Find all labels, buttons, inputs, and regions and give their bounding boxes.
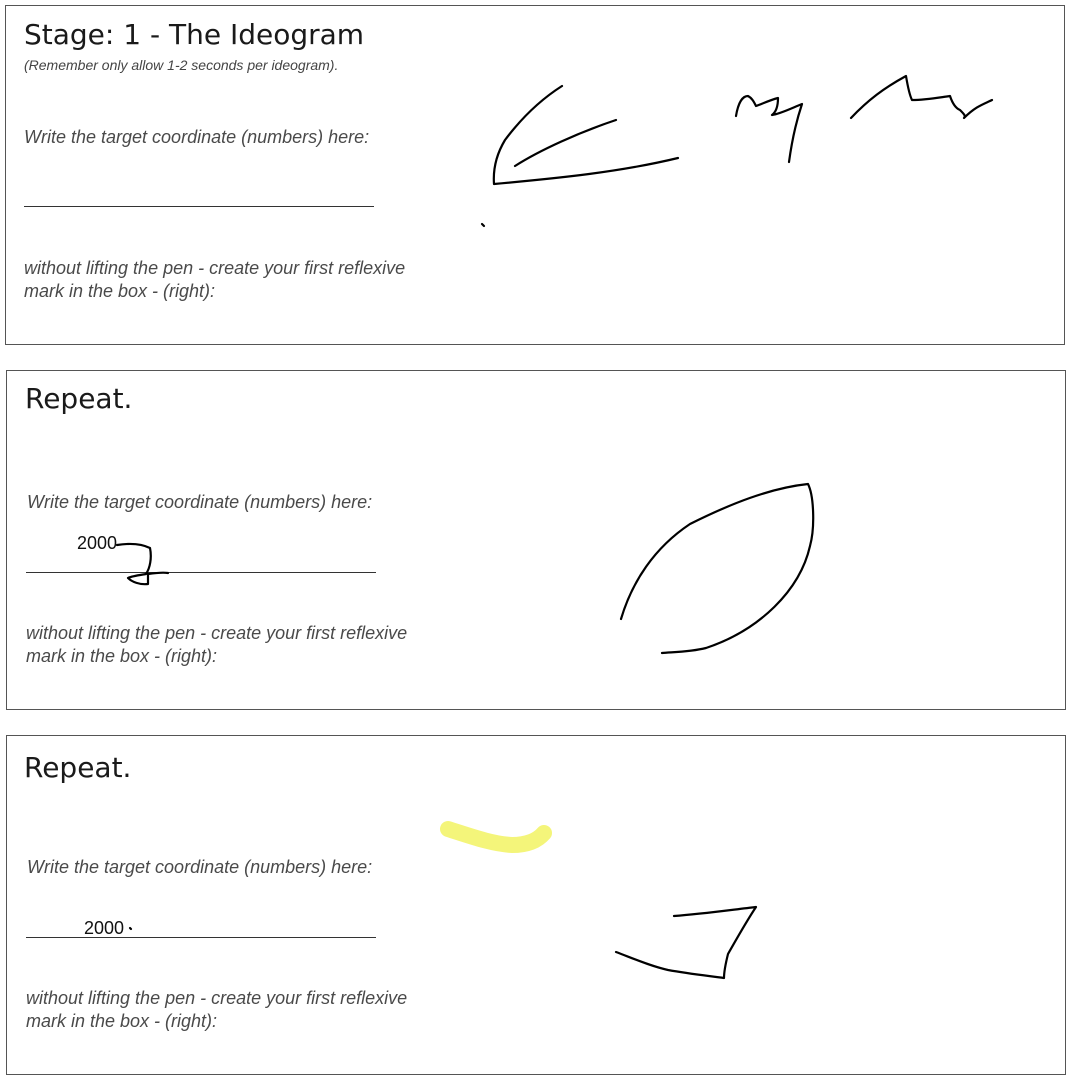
coordinate-value: 2000 bbox=[77, 533, 118, 553]
reflexive-mark-instruction: without lifting the pen - create your first reflexive mark in the box - (right): bbox=[24, 258, 406, 301]
coordinate-scribble bbox=[117, 544, 168, 584]
reflexive-mark-instruction: without lifting the pen - create your first reflexive mark in the box - (right): bbox=[26, 623, 408, 666]
ideogram-stroke bbox=[851, 76, 992, 118]
panel-title: Repeat. bbox=[25, 382, 133, 415]
ideogram-stroke bbox=[616, 907, 756, 978]
coordinate-dot bbox=[130, 928, 131, 929]
coordinate-prompt: Write the target coordinate (numbers) here: bbox=[24, 127, 370, 147]
panel-title: Repeat. bbox=[24, 751, 132, 784]
timing-note: (Remember only allow 1-2 seconds per ideogram). bbox=[24, 57, 339, 73]
ideogram-stroke bbox=[515, 120, 616, 166]
coordinate-value: 2000 bbox=[84, 918, 125, 938]
ideogram-stroke bbox=[621, 484, 813, 653]
ideogram-stroke bbox=[736, 96, 802, 162]
highlight-mark bbox=[448, 829, 544, 845]
coordinate-prompt: Write the target coordinate (numbers) here: bbox=[27, 492, 373, 512]
ideogram-stroke bbox=[494, 86, 678, 184]
ideogram-dot bbox=[482, 224, 484, 226]
coordinate-prompt: Write the target coordinate (numbers) here: bbox=[27, 857, 373, 877]
reflexive-mark-instruction: without lifting the pen - create your first reflexive mark in the box - (right): bbox=[26, 988, 408, 1031]
panel-title: Stage: 1 - The Ideogram bbox=[24, 18, 365, 51]
